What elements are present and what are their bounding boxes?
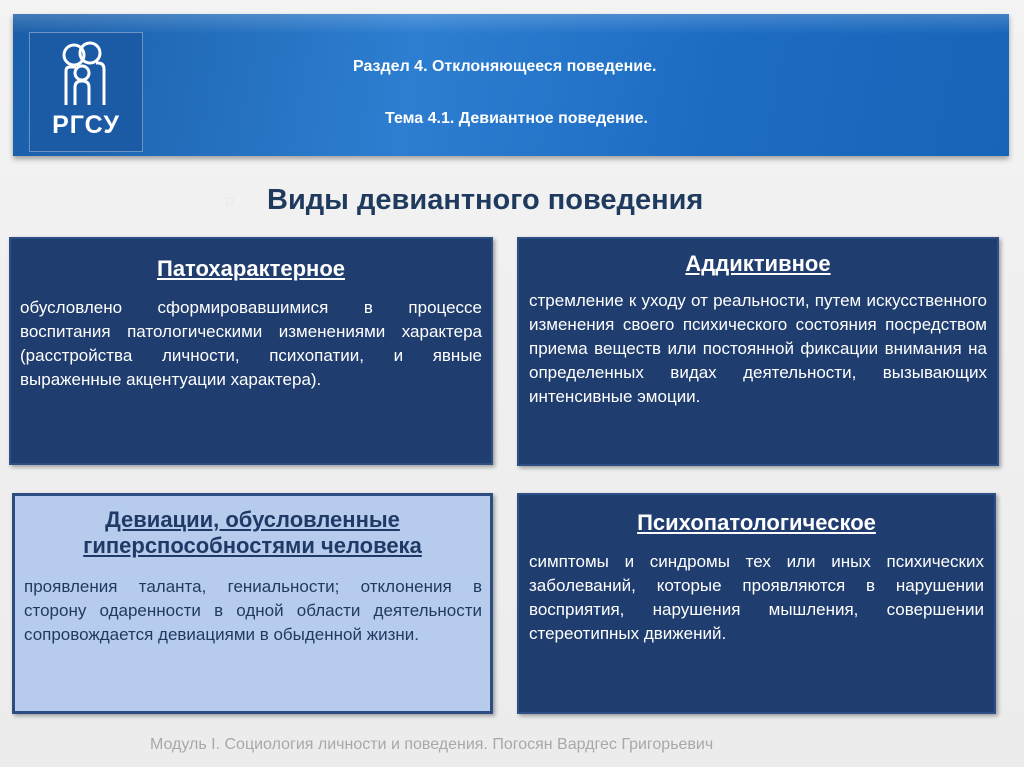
- card-addictive: [517, 237, 999, 466]
- page-title: Виды девиантного поведения: [267, 184, 704, 216]
- card-text: симптомы и синдромы тех или иных психических заболеваний, которые проявляются в нарушении восприятия, нарушения мышления, совершении стереотипных движений.: [529, 552, 984, 643]
- rgsu-logo: [29, 32, 143, 152]
- logo-text: РГСУ: [52, 111, 120, 139]
- topic-heading: Тема 4.1. Девиантное поведение.: [385, 110, 648, 127]
- card-hyperability: [12, 493, 493, 714]
- card-text: стремление к уходу от реальности, путем искусственного изменения своего психического состояния посредством приема веществ или постоянной фиксации внимания на определенных видах деятельности, вызывающих интенсивные эмоции.: [529, 291, 987, 406]
- section-heading: Раздел 4. Отклоняющееся поведение.: [353, 58, 657, 75]
- card-title: Девиации, обусловленные гиперспособностями человека: [83, 507, 422, 558]
- card-title: Аддиктивное: [685, 251, 831, 276]
- card-title: Патохарактерное: [157, 256, 345, 281]
- slide-footer: Модуль I. Социология личности и поведения. Погосян Вардгес Григорьевич: [150, 736, 714, 753]
- slide-header: [13, 14, 1009, 156]
- card-psychopathological: [517, 493, 996, 714]
- bullet-icon: □: [226, 194, 234, 208]
- card-text: проявления таланта, гениальности; отклонения в сторону одаренности в одной области деятельности сопровождается девиациями в обыденной жизни.: [24, 577, 482, 644]
- family-logo-icon: [60, 41, 112, 107]
- card-pathocharacterological: [9, 237, 493, 465]
- card-text: обусловлено сформировавшимися в процессе воспитания патологическими изменениями характера (расстройства личности, психопатии, и явные выраженные акцентуации характера).: [20, 298, 482, 389]
- card-title: Психопатологическое: [637, 510, 876, 535]
